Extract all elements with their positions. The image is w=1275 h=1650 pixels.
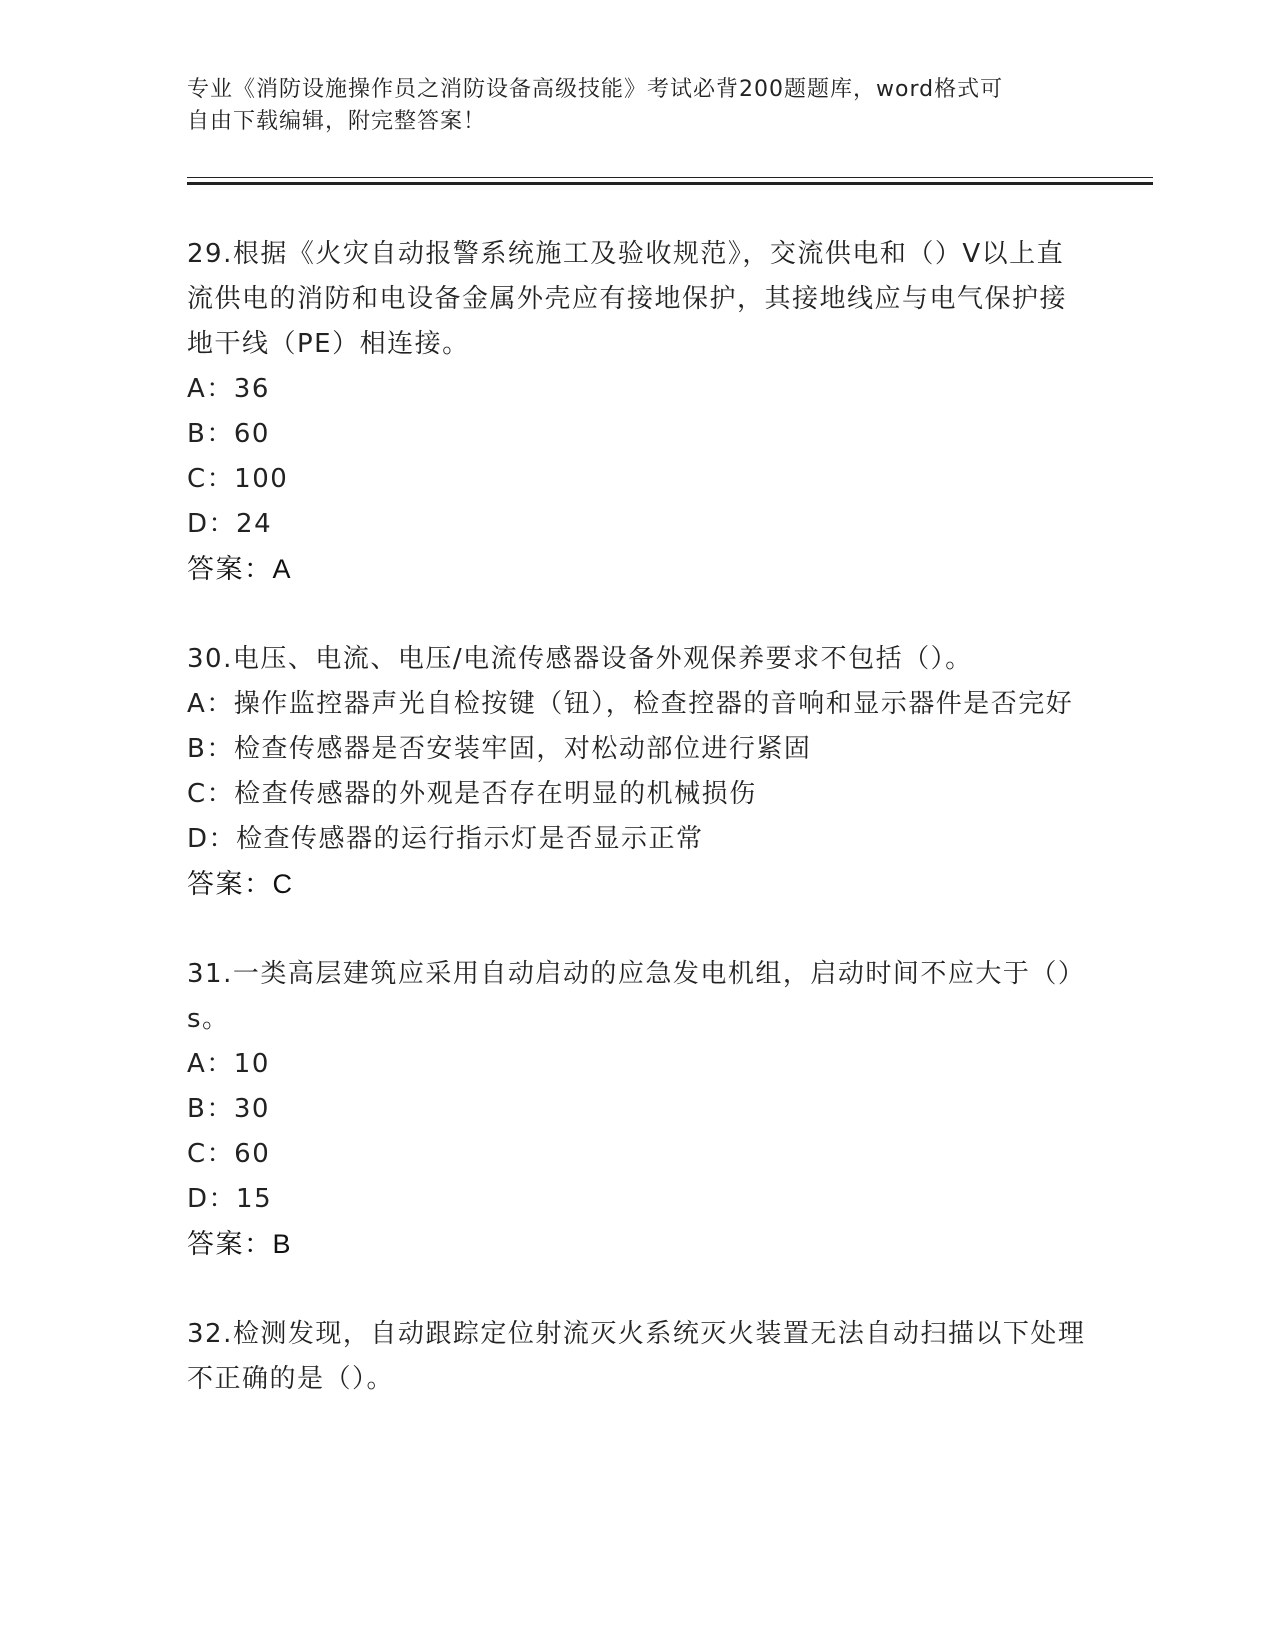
document-header [187,74,1087,138]
question-text: 32.检测发现，自动跟踪定位射流灭火系统灭火装置无法自动扫描以下处理不正确的是（）。 [187,1319,1086,1394]
header-line-1: 专业《消防设施操作员之消防设备高级技能》考试必背200题题库，word格式可 [187,77,1004,102]
option-d: D：15 [187,1184,273,1214]
option-a: A：操作监控器声光自检按键（钮），检查控器的音响和显示器件是否完好 [187,689,1074,719]
question-text: 30.电压、电流、电压/电流传感器设备外观保养要求不包括（）。 [187,644,973,674]
answer-label: 答案：C [187,869,294,899]
header-line-2: 自由下载编辑，附完整答案！ [187,109,487,134]
question-list [187,232,1087,1447]
question-text: 31.一类高层建筑应采用自动启动的应急发电机组，启动时间不应大于（）s。 [187,959,1086,1034]
answer-label: 答案：A [187,554,293,584]
question-29 [187,232,1087,592]
question-text: 29.根据《火灾自动报警系统施工及验收规范》，交流供电和（）V以上直流供电的消防和电设备金属外壳应有接地保护，其接地线应与电气保护接地干线（PE）相连接。 [187,239,1068,359]
question-30 [187,637,1087,907]
header-divider-thin [187,177,1153,178]
option-c: C：100 [187,464,289,494]
option-d: D：检查传感器的运行指示灯是否显示正常 [187,824,704,854]
option-a: A：36 [187,374,270,404]
option-d: D：24 [187,509,273,539]
question-31 [187,952,1087,1267]
header-divider-thick [187,182,1153,185]
option-b: B：60 [187,419,270,449]
option-c: C：检查传感器的外观是否存在明显的机械损伤 [187,779,757,809]
option-b: B：检查传感器是否安装牢固，对松动部位进行紧固 [187,734,812,764]
option-a: A：10 [187,1049,270,1079]
option-b: B：30 [187,1094,270,1124]
option-c: C：60 [187,1139,271,1169]
question-32 [187,1312,1087,1402]
answer-label: 答案：B [187,1229,293,1259]
